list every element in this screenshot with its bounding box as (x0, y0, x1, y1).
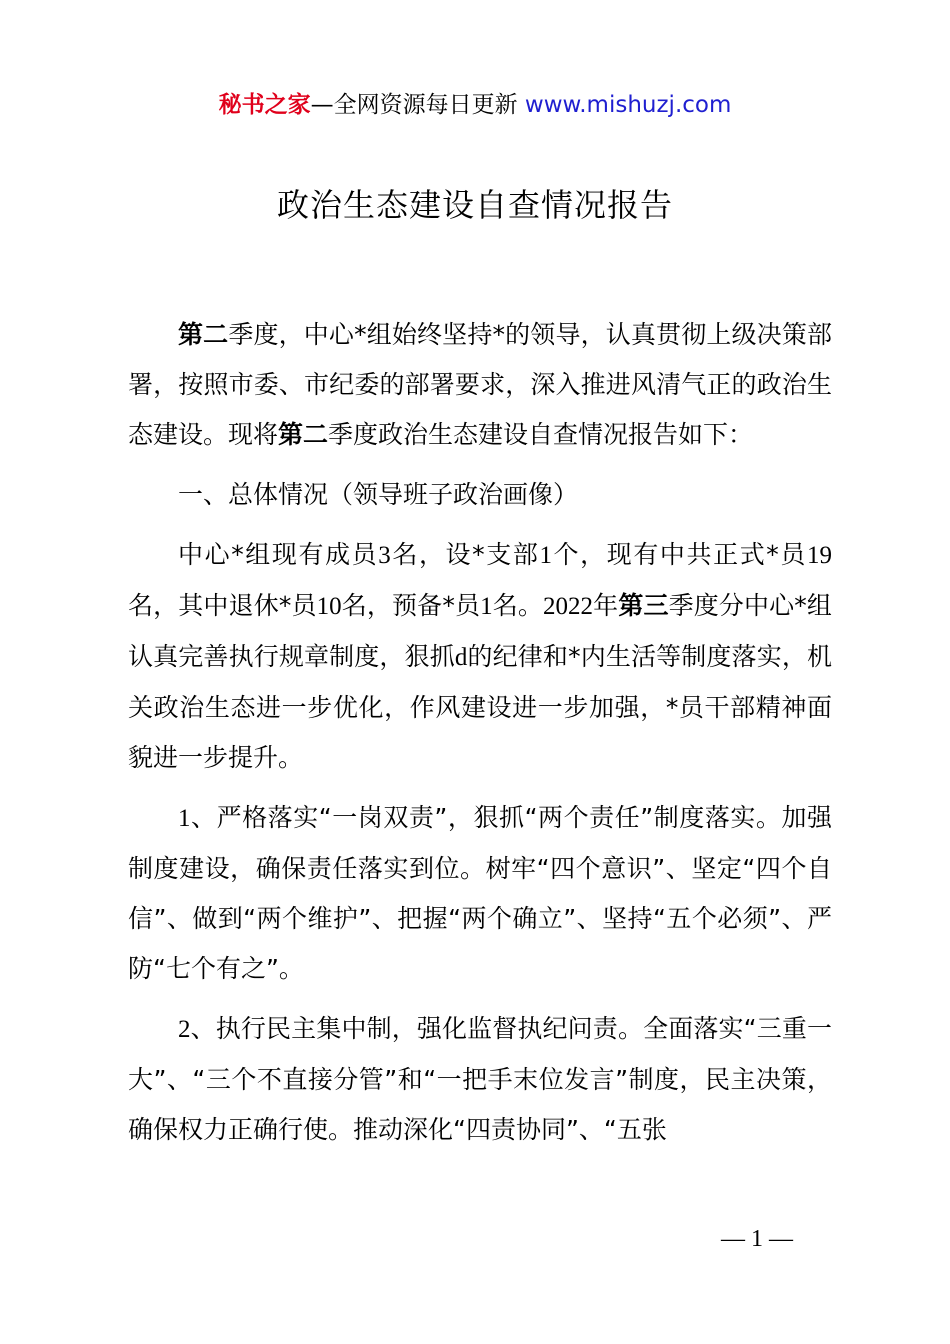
page-number: — 1 — (721, 1226, 793, 1252)
item-2-paragraph (128, 1004, 832, 1155)
overview-text-7: 年 (593, 591, 619, 620)
item-1-text: 、严格落实“一岗双责”，狠抓“两个责任”制度落实。加强制度建设，确保责任落实到位。树牢“四个意识”、坚定“四个自信”、做到“两个维护”、把握“两个确立”、坚持“五个必须”、严防“七个有之”。 (128, 803, 832, 983)
document-body (128, 310, 832, 1155)
overview-text-5: 名，预备*员 (341, 591, 481, 620)
intro-paragraph (128, 310, 832, 460)
intro-text-2: 季度政治生态建设自查情况报告如下： (328, 420, 754, 449)
overview-text-2: 名，设*支部 (390, 540, 540, 569)
brand-name: 秘书之家 (218, 92, 311, 118)
item-2-text: 、执行民主集中制，强化监督执纪问责。全面落实“三重一大”、“三个不直接分管”和“一把手末位发言”制度，民主决策，确保权力正确行使。推动深化“四责协同”、“五张 (128, 1014, 832, 1144)
item-1-paragraph (128, 793, 832, 994)
intro-bold-2: 第二 (278, 420, 329, 449)
overview-text-6: 名。 (492, 591, 544, 620)
overview-text-9: 的纪律和*内生活等制度落实，机关政治生态进一步优化，作风建设进一步加强，*员干部精神面貌进一步提升。 (128, 642, 832, 772)
overview-num-6: 2022 (543, 593, 594, 620)
overview-text-8: 季度分中心*组认真完善执行规章制度，狠抓 (128, 591, 832, 671)
item-2-number: 2 (178, 1016, 191, 1043)
overview-text-3: 个，现有中共正式*员 (551, 540, 807, 569)
overview-paragraph (128, 530, 832, 783)
site-header (0, 88, 950, 122)
overview-bold-1: 第三 (618, 591, 669, 620)
overview-num-2: 1 (539, 542, 552, 569)
item-1-number: 1 (178, 805, 191, 832)
intro-bold-1: 第二 (178, 320, 229, 349)
overview-text-4: 名，其中退休*员 (128, 591, 317, 620)
section-heading-overview: 一、总体情况（领导班子政治画像） (178, 480, 579, 509)
overview-num-1: 3 (378, 542, 391, 569)
overview-num-4: 10 (316, 593, 342, 620)
overview-text-1: 中心*组现有成员 (178, 540, 379, 569)
document-title: 政治生态建设自查情况报告 (276, 186, 673, 224)
site-url-link[interactable]: www.mishuzj.com (524, 92, 732, 118)
overview-num-5: 1 (480, 593, 493, 620)
header-slogan: —全网资源每日更新 (310, 92, 525, 118)
overview-num-7: d (454, 644, 468, 671)
intro-text-1: 季度，中心*组始终坚持*的领导，认真贯彻上级决策部署，按照市委、市纪委的部署要求，深入推进风清气正的政治生态建设。现将 (128, 320, 832, 449)
overview-num-3: 19 (806, 542, 832, 569)
